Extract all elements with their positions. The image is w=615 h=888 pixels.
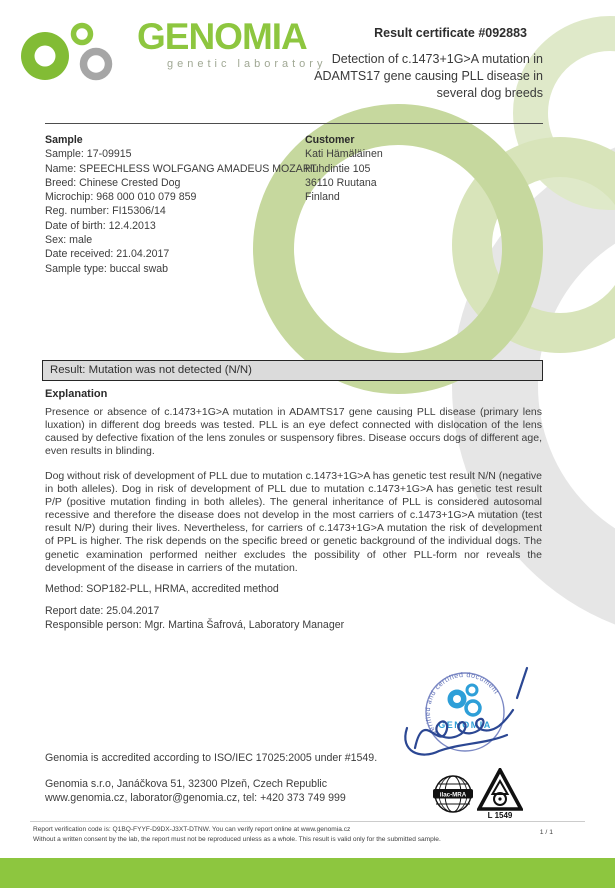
sample-field: Reg. number: FI15306/14 [45,205,166,218]
cia-accreditation-logo-icon [477,768,523,817]
sample-heading: Sample [45,134,83,146]
sample-field: Date of birth: 12.4.2013 [45,219,156,232]
verification-code-line: Report verification code is: Q1BQ-FYYF-D9DX-J3XT-DTNW. You can verify report online at www.genomia.cz [33,826,351,833]
sample-field: Date received: 21.04.2017 [45,248,170,261]
sample-field: Sex: male [45,234,93,247]
customer-field: Huhdintie 105 [305,162,371,175]
cia-accreditation-number: L 1549 [487,811,513,820]
sample-field: Microchip: 968 000 010 079 859 [45,191,197,204]
customer-field: 36110 Ruutana [305,176,377,189]
stamp-logo-text: GENOMIA [438,720,492,730]
genomia-circles-icon [18,18,133,103]
consent-line: Without a written consent by the lab, the report must not be reproduced unless as a whole. This result is valid only for the submitted sample. [33,835,441,843]
stamp-ring-text: verified and certified document [424,671,500,736]
customer-section [305,133,383,204]
test-title-line: ADAMTS17 gene causing PLL disease in [314,69,543,83]
ilac-mra-label: ilac-MRA [439,791,467,799]
customer-heading: Customer [305,134,355,146]
page-indicator: 1 / 1 [539,829,553,836]
fineprint-separator [30,821,585,822]
certification-stamp [385,648,565,773]
company-address: Genomia s.r.o, Janáčkova 51, 32300 Plzeň, Czech Republic [45,778,328,790]
sample-field: Breed: Chinese Crested Dog [45,176,181,189]
footer-bar [0,858,615,888]
test-title [253,51,543,102]
sample-field: Sample type: buccal swab [45,262,169,275]
test-title-line: Detection of c.1473+1G>A mutation in [331,52,543,66]
fineprint [33,825,503,844]
logo-wordmark: GENOMIA [137,16,307,57]
accreditation-statement: Genomia is accredited according to ISO/IEC 17025:2005 under #1549. [45,752,378,764]
customer-field: Kati Hämäläinen [305,148,383,161]
header-separator [45,123,543,124]
sample-section [45,133,317,276]
explanation-paragraph-2: Dog without risk of development of PLL due to mutation c.1473+1G>A has genetic test result N/N (negative in both alleles). Dog in risk of development of PLL due to mutation c.1473+1G>A has genetic test result P/P (positive mutation finding in both alleles). The general inheritance of PLL is considered autosomal recessive and therefore the disease does not develop in the most carriers of c.1473+1G>A mutation (test result N/P) during their lives. Nevertheless, for carriers of c.1473+1G>A mutation the risk of development of PPL is higher. The risk depends on the specific breed or genetic background of the individual dogs. The genetic examination performed neither excludes the possibility of other PLL-form nor reveals the development of the disease in carriers of the mutation. [45,470,542,574]
logo-tagline: genetic laboratory [167,58,327,70]
report-date: Report date: 25.04.2017 [45,605,160,617]
company-info [45,777,346,806]
stamp-genomia-mark-icon [448,685,481,715]
customer-field: Finland [305,191,340,204]
test-title-line: several dog breeds [436,86,543,100]
report-details [45,604,344,633]
certificate-header [253,26,543,102]
explanation-heading: Explanation [45,388,108,400]
ilac-mra-logo-icon [432,773,474,820]
company-contact: www.genomia.cz, laborator@genomia.cz, tel: +420 373 749 999 [45,792,346,805]
result-box: Result: Mutation was not detected (N/N) [42,360,543,381]
sample-field: Sample: 17-09915 [45,148,132,161]
responsible-person: Responsible person: Mgr. Martina Šafrová, Laboratory Manager [45,619,345,632]
certificate-number-title: Result certificate #092883 [374,26,527,40]
explanation-paragraph-1: Presence or absence of c.1473+1G>A mutation in ADAMTS17 gene causing PLL disease (primary lens luxation) in different dog breeds was tested. PLL is an eye defect connected with dislocation of the lens caused by defective fixation of the lens zonules or suspensory fibres. Disease occurs dogs of different age, even results in blinding. [45,406,542,458]
method-line: Method: SOP182-PLL, HRMA, accredited method [45,583,279,595]
sample-field: Name: SPEECHLESS WOLFGANG AMADEUS MOZART [45,162,317,175]
